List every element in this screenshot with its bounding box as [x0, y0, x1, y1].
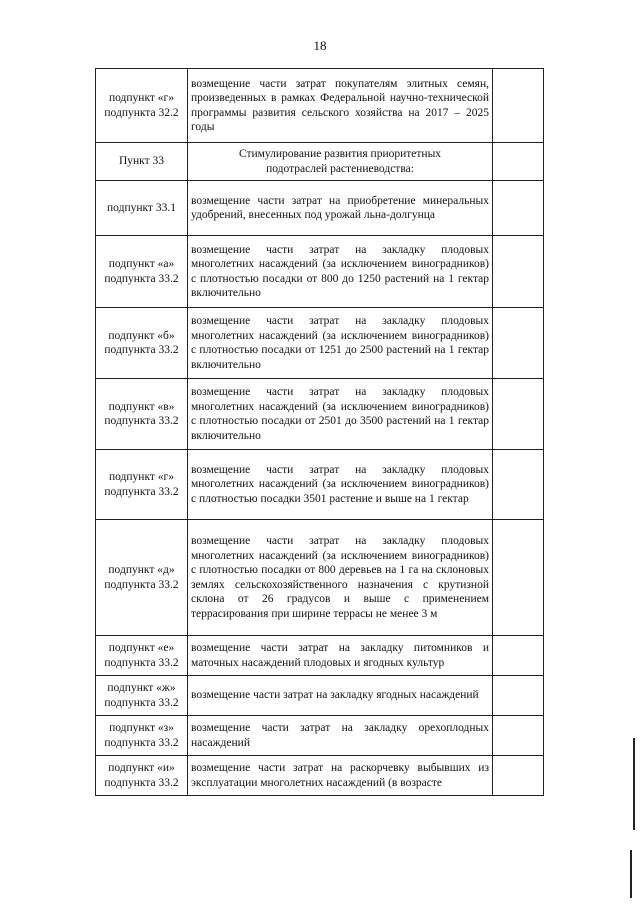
row-text: возмещение части затрат на раскорчевку выбывших из эксплуатации многолетних насаждений (в возрасте — [188, 756, 493, 796]
empty-cell — [493, 181, 544, 236]
row-text: возмещение части затрат на закладку ягодных насаждений — [188, 676, 493, 716]
row-label: подпункт «в» подпункта 33.2 — [96, 379, 188, 450]
table-row — [96, 143, 544, 181]
row-label: подпункт «а» подпункта 33.2 — [96, 236, 188, 308]
table-row — [96, 636, 544, 676]
row-text: возмещение части затрат на закладку плодовых многолетних насаждений (за исключением виноградников) с плотностью посадки 3501 растение и выше на 1 гектар — [188, 450, 493, 520]
table-row — [96, 520, 544, 636]
row-label: подпункт «б» подпункта 33.2 — [96, 308, 188, 379]
table-row — [96, 236, 544, 308]
empty-cell — [493, 308, 544, 379]
row-text: возмещение части затрат покупателям элитных семян, произведенных в рамках Федеральной научно-технической программы развития сельского хозяйства на 2017 – 2025 годы — [188, 69, 493, 143]
empty-cell — [493, 756, 544, 796]
page-number: 18 — [313, 38, 327, 53]
table-row — [96, 716, 544, 756]
table-row — [96, 756, 544, 796]
row-text: возмещение части затрат на закладку плодовых многолетних насаждений (за исключением виноградников) с плотностью посадки от 2501 до 3500 растений на 1 гектар включительно — [188, 379, 493, 450]
table-row — [96, 450, 544, 520]
row-label: подпункт «ж» подпункта 33.2 — [96, 676, 188, 716]
table-row — [96, 676, 544, 716]
empty-cell — [493, 450, 544, 520]
empty-cell — [493, 236, 544, 308]
measures-table — [95, 68, 544, 796]
row-label: Пункт 33 — [96, 143, 188, 181]
empty-cell — [493, 69, 544, 143]
row-text: возмещение части затрат на закладку плодовых многолетних насаждений (за исключением виноградников) с плотностью посадки от 800 деревьев на 1 га на склоновых землях сельскохозяйственного назначения с крутизной склона от 26 градусов и выше с применением террасирования при ширине террасы не менее 3 м — [188, 520, 493, 636]
table-row — [96, 379, 544, 450]
row-label: подпункт «з» подпункта 33.2 — [96, 716, 188, 756]
empty-cell — [493, 379, 544, 450]
row-label: подпункт 33.1 — [96, 181, 188, 236]
table-row — [96, 69, 544, 143]
scan-margin-line — [633, 738, 635, 830]
row-label: подпункт «г» подпункта 33.2 — [96, 450, 188, 520]
empty-cell — [493, 636, 544, 676]
section-heading: Стимулирование развития приоритетных подотраслей растениеводства: — [188, 143, 493, 181]
empty-cell — [493, 716, 544, 756]
row-label: подпункт «и» подпункта 33.2 — [96, 756, 188, 796]
row-text: возмещение части затрат на приобретение минеральных удобрений, внесенных под урожай льна-долгунца — [188, 181, 493, 236]
row-label: подпункт «е» подпункта 33.2 — [96, 636, 188, 676]
table-row — [96, 308, 544, 379]
row-label: подпункт «г» подпункта 32.2 — [96, 69, 188, 143]
empty-cell — [493, 676, 544, 716]
row-text: возмещение части затрат на закладку орехоплодных насаждений — [188, 716, 493, 756]
table-row — [96, 181, 544, 236]
empty-cell — [493, 520, 544, 636]
row-text: возмещение части затрат на закладку питомников и маточных насаждений плодовых и ягодных культур — [188, 636, 493, 676]
row-label: подпункт «д» подпункта 33.2 — [96, 520, 188, 636]
empty-cell — [493, 143, 544, 181]
scan-margin-line — [630, 850, 632, 898]
row-text: возмещение части затрат на закладку плодовых многолетних насаждений (за исключением виноградников) с плотностью посадки от 800 до 1250 растений на 1 гектар включительно — [188, 236, 493, 308]
row-text: возмещение части затрат на закладку плодовых многолетних насаждений (за исключением виноградников) с плотностью посадки от 1251 до 2500 растений на 1 гектар включительно — [188, 308, 493, 379]
